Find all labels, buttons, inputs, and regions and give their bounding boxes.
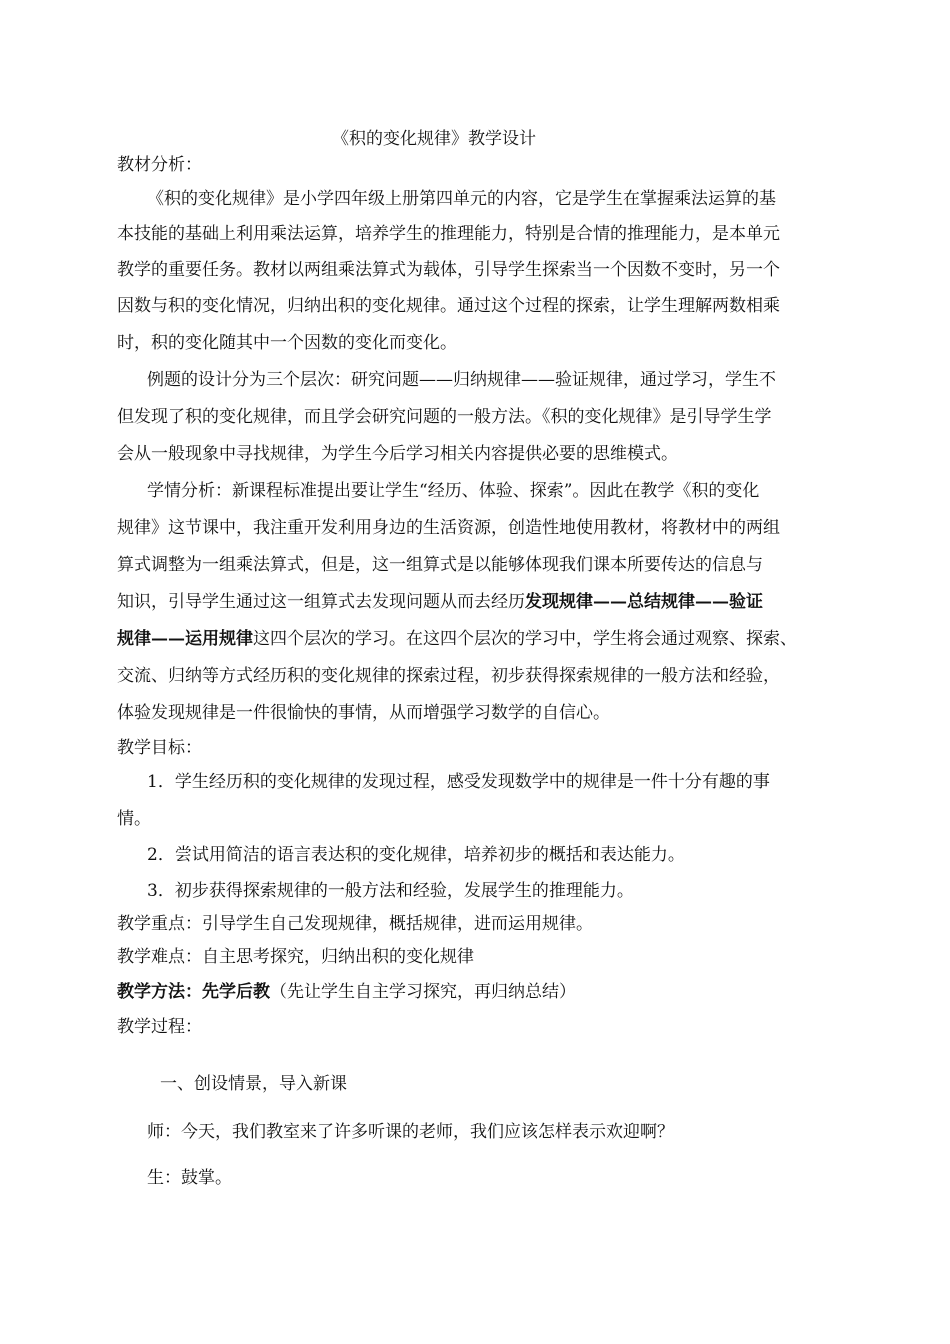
paragraph-line: 教学的重要任务。教材以两组乘法算式为载体，引导学生探索当一个因数不变时，另一个 <box>117 260 780 280</box>
teaching-difficulty: 教学难点：自主思考探究，归纳出积的变化规律 <box>117 947 474 967</box>
paragraph-text: 知识，引导学生通过这一组算式去发现问题从而去经历 <box>117 592 525 612</box>
paragraph-line: 因数与积的变化情况，归纳出积的变化规律。通过这个过程的探索，让学生理解两数相乘 <box>117 296 780 316</box>
teaching-focus: 教学重点：引导学生自己发现规律，概括规律，进而运用规律。 <box>117 914 593 934</box>
dialogue-student: 生：鼓掌。 <box>147 1168 232 1188</box>
bold-text: 发现规律——总结规律——验证 <box>525 592 763 612</box>
section-heading-process: 教学过程： <box>117 1017 202 1037</box>
goal-item: 1．学生经历积的变化规律的发现过程，感受发现数学中的规律是一件十分有趣的事 <box>147 772 770 792</box>
paragraph-line: 学情分析：新课程标准提出要让学生“经历、体验、探索”。因此在教学《积的变化 <box>147 481 760 501</box>
bold-text: 教学方法：先学后教 <box>117 982 270 1002</box>
paragraph-line: 体验发现规律是一件很愉快的事情，从而增强学习数学的自信心。 <box>117 703 610 723</box>
paragraph-line: 但发现了积的变化规律，而且学会研究问题的一般方法。《积的变化规律》是引导学生学 <box>117 407 772 427</box>
paragraph-line: 例题的设计分为三个层次：研究问题——归纳规律——验证规律，通过学习，学生不 <box>147 370 776 390</box>
bold-text: 规律——运用规律 <box>117 629 253 649</box>
paragraph-line: 《积的变化规律》是小学四年级上册第四单元的内容，它是学生在掌握乘法运算的基 <box>147 189 776 209</box>
goal-item: 3．初步获得探索规律的一般方法和经验，发展学生的推理能力。 <box>147 881 634 901</box>
process-step-heading: 一、创设情景，导入新课 <box>160 1074 347 1094</box>
section-heading-material-analysis: 教材分析： <box>117 155 202 175</box>
section-heading-goals: 教学目标： <box>117 738 202 758</box>
paragraph-line <box>117 627 797 651</box>
paragraph-text: 这四个层次的学习。在这四个层次的学习中，学生将会通过观察、探索、 <box>253 629 797 649</box>
paragraph-line: 交流、归纳等方式经历积的变化规律的探索过程，初步获得探索规律的一般方法和经验， <box>117 666 780 686</box>
paragraph-line: 算式调整为一组乘法算式，但是，这一组算式是以能够体现我们课本所要传达的信息与 <box>117 555 763 575</box>
goal-item: 2．尝试用简洁的语言表达积的变化规律，培养初步的概括和表达能力。 <box>147 845 685 865</box>
document-title: 《积的变化规律》教学设计 <box>332 129 536 149</box>
paragraph-line: 会从一般现象中寻找规律，为学生今后学习相关内容提供必要的思维模式。 <box>117 444 678 464</box>
goal-item-continued: 情。 <box>117 809 151 829</box>
paragraph-text: （先让学生自主学习探究，再归纳总结） <box>270 982 576 1002</box>
paragraph-line <box>117 590 763 614</box>
paragraph-line: 规律》这节课中，我注重开发利用身边的生活资源，创造性地使用教材，将教材中的两组 <box>117 518 780 538</box>
dialogue-teacher: 师：今天，我们教室来了许多听课的老师，我们应该怎样表示欢迎啊？ <box>147 1122 674 1142</box>
teaching-method <box>117 980 576 1004</box>
paragraph-line: 本技能的基础上利用乘法运算，培养学生的推理能力，特别是合情的推理能力，是本单元 <box>117 224 780 244</box>
paragraph-line: 时，积的变化随其中一个因数的变化而变化。 <box>117 333 457 353</box>
